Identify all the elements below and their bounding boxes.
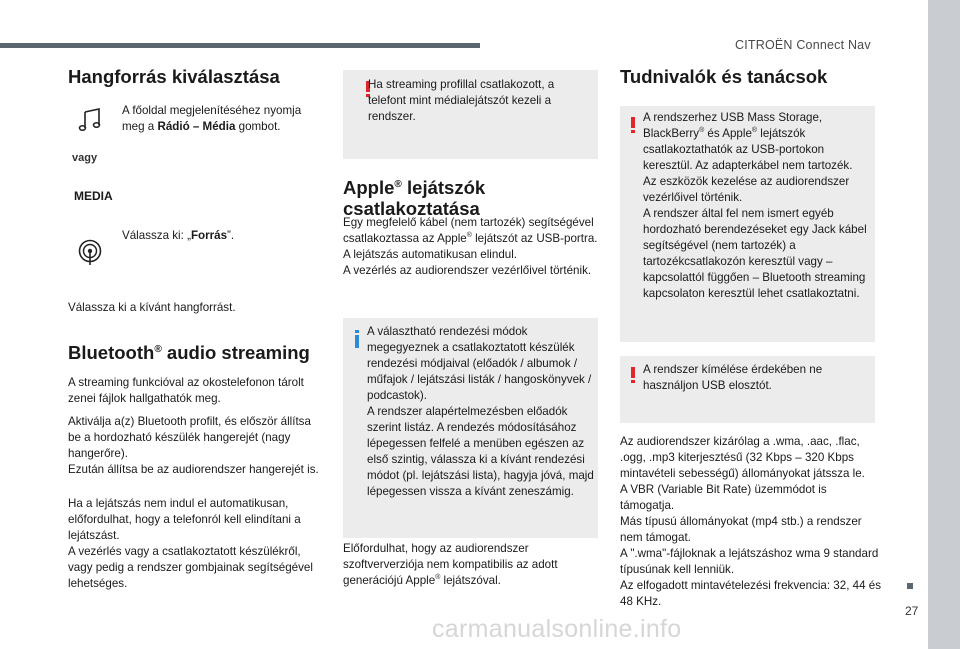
bt-paragraph-3: Ha a lejátszás nem indul el automatikusan, előfordulhat, hogy a telefonról kell elindítani a lejátszást. A vezérlés vagy a csatlakoztatott készülékről, vagy pedig a rendszer gombjainak segítségével lehetséges. [68, 497, 313, 590]
step-radio-media: A főoldal megjelenítéséhez nyomja meg a Rádió – Média gombot. [122, 104, 302, 133]
section-title-apple: Apple® lejátszók csatlakoztatása [343, 177, 486, 220]
warning-box-streaming [343, 70, 598, 159]
warning-text: Ha streaming profillal csatlakozott, a telefont mint médialejátszót kezeli a rendszer. [368, 78, 555, 123]
select-source-text: Válassza ki a kívánt hangforrást. [68, 301, 236, 314]
apple-paragraph: Egy megfelelő kábel (nem tartozék) segítségével csatlakoztassa az Apple® lejátszót az USB-portra. A lejátszás automatikusan elindul. A vezérlés az audiorendszer vezérlőivel történik. [343, 216, 598, 277]
warning-box-hub [620, 356, 875, 423]
header-rule [0, 43, 480, 48]
watermark-text: carmanualsonline.info [432, 615, 682, 643]
bt-paragraph-1: A streaming funkcióval az okostelefonon tárolt zenei fájlok hallgathatók meg. [68, 376, 304, 405]
media-button-label: MEDIA [74, 189, 113, 203]
apple-compat-note: Előfordulhat, hogy az audiorendszer szoftververziója nem kompatibilis az adott generációjú Apple® lejátszóval. [343, 542, 558, 587]
warning-icon [631, 367, 635, 383]
page-sidebar [928, 0, 960, 649]
info-box-sorting [343, 318, 598, 538]
section-title-bluetooth: Bluetooth® audio streaming [68, 342, 310, 363]
info-text: A választható rendezési módok megegyeznek a csatlakoztatott készülék rendezési módjaival (előadók / albumok / műfajok / lejátszási listák / hangoskönyvek / podcastok). A rendszer alapértelmezésben előadók szerint listáz. A rendezés módosításához lépegessen felfelé a menüben egészen az első szintig, válassza ki a kívánt rendezési módot (pl. lejátszási lista), hagyja jóvá, majd lépegessen vissza a kívánt zeneszámig. [367, 325, 594, 498]
info-icon [355, 330, 359, 348]
format-paragraph: Az audiorendszer kizárólag a .wma, .aac, .flac, .ogg, .mp3 kiterjesztésű (32 Kbps – 320 Kbps mintavételi sebességű) állományokat játssza le. A VBR (Variable Bit Rate) üzemmódot is támogatja. Más típusú állományokat (mp4 stb.) a rendszer nem támogat. A ".wma"-fájloknak a lejátszáshoz wma 9 standard típusúnak kell lenniük. Az elfogadott mintavételezési frekvencia: 32, 44 és 48 KHz. [620, 435, 882, 608]
brand-title: CITROËN Connect Nav [735, 38, 871, 52]
source-broadcast-icon [77, 238, 103, 271]
warning-icon [631, 117, 635, 133]
section-title-source: Hangforrás kiválasztása [68, 66, 280, 87]
bt-paragraph-2: Aktiválja a(z) Bluetooth profilt, és először állítsa be a hordozható készülék hangerejét (nagy hangerőre). Ezután állítsa be az audiorendszer hangerejét is. [68, 415, 319, 476]
page-number: 27 [905, 604, 919, 618]
continue-marker [907, 583, 913, 589]
or-label: vagy [72, 152, 98, 164]
warning-box-usb [620, 106, 875, 342]
section-title-tips: Tudnivalók és tanácsok [620, 66, 828, 87]
music-note-icon [77, 108, 103, 137]
warning-text: A rendszerhez USB Mass Storage, BlackBerry® és Apple® lejátszók csatlakoztathatók az USB-portokon keresztül. Az adapterkábel nem tartozék. Az eszközök kezelése az audiorendszer vezérlőivel történik. A rendszer által fel nem ismert egyéb hordozható berendezéseket egy Jack kábel segítségével (nem tartozék) a tartozékcsatlakozón keresztül vagy – kapcsolattól függően – Bluetooth streaming kapcsolaton keresztül lehet csatlakoztatni. [643, 111, 867, 300]
step-select-source: Válassza ki: „Forrás”. [122, 229, 235, 242]
warning-text: A rendszer kímélése érdekében ne használjon USB elosztót. [643, 363, 823, 392]
